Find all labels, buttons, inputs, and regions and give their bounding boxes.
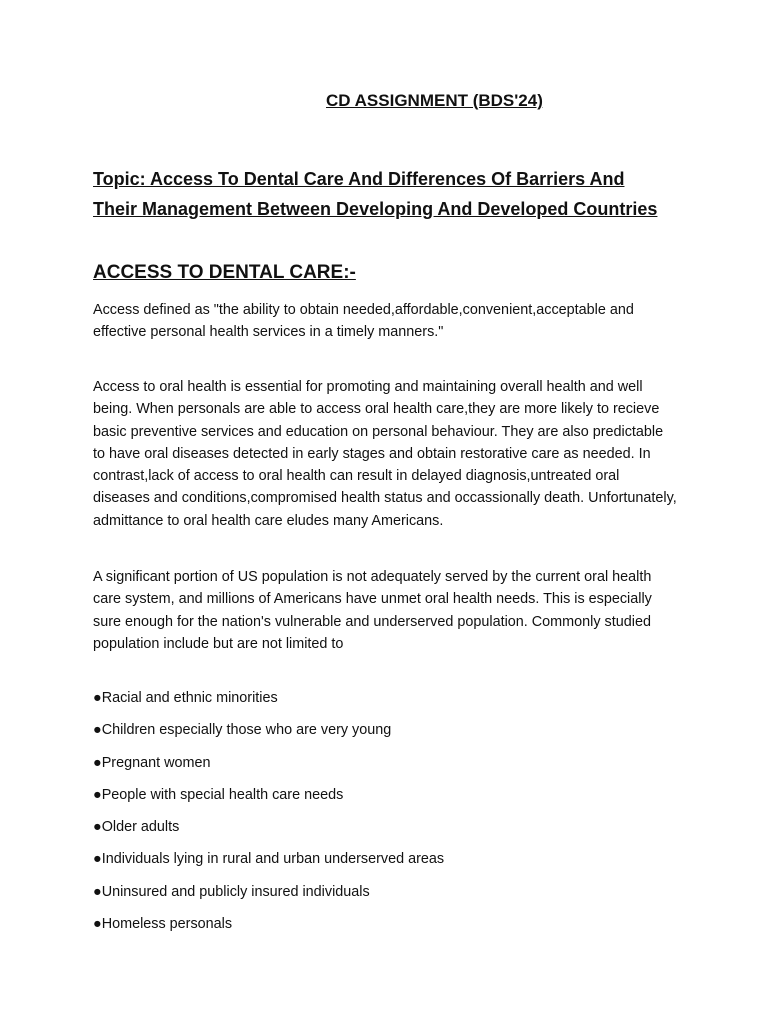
document-title: CD ASSIGNMENT (BDS'24) xyxy=(326,91,543,110)
topic-heading: Topic: Access To Dental Care And Differences Of Barriers And Their Management Between Developing And Developed Countries xyxy=(93,169,658,219)
list-item: ●Uninsured and publicly insured individuals xyxy=(93,883,370,900)
list-item: ●People with special health care needs xyxy=(93,786,344,803)
paragraph-us-population: A significant portion of US population is not adequately served by the current oral health care system, and millions of Americans have unmet oral health needs. This is especially sure enough for the nation's vulnerable and underserved population. Commonly studied population include but are not limited to xyxy=(93,569,652,652)
population-list xyxy=(93,687,444,945)
paragraph-oral-health-importance: Access to oral health is essential for promoting and maintaining overall health and well being. When personals are able to access oral health care,they are more likely to recieve basic preventive services and education on personal behaviour. They are also predictable to have oral diseases detected in early stages and obtain restorative care as needed. In contrast,lack of access to oral health can result in delayed diagnosis,untreated oral diseases and conditions,compromised health status and occassionally death. Unfortunately, admittance to oral health care eludes many Americans. xyxy=(93,379,677,529)
list-item: ●Older adults xyxy=(93,819,180,836)
paragraph-access-definition: Access defined as "the ability to obtain needed,affordable,convenient,acceptable and effective personal health services in a timely manners." xyxy=(93,302,634,341)
section-heading: ACCESS TO DENTAL CARE:- xyxy=(93,262,356,283)
list-item: ●Racial and ethnic minorities xyxy=(93,690,278,706)
list-item: ●Pregnant women xyxy=(93,754,211,771)
list-item: ●Homeless personals xyxy=(93,916,233,933)
list-item: ●Individuals lying in rural and urban underserved areas xyxy=(93,851,445,868)
list-item: ●Children especially those who are very young xyxy=(93,722,392,739)
